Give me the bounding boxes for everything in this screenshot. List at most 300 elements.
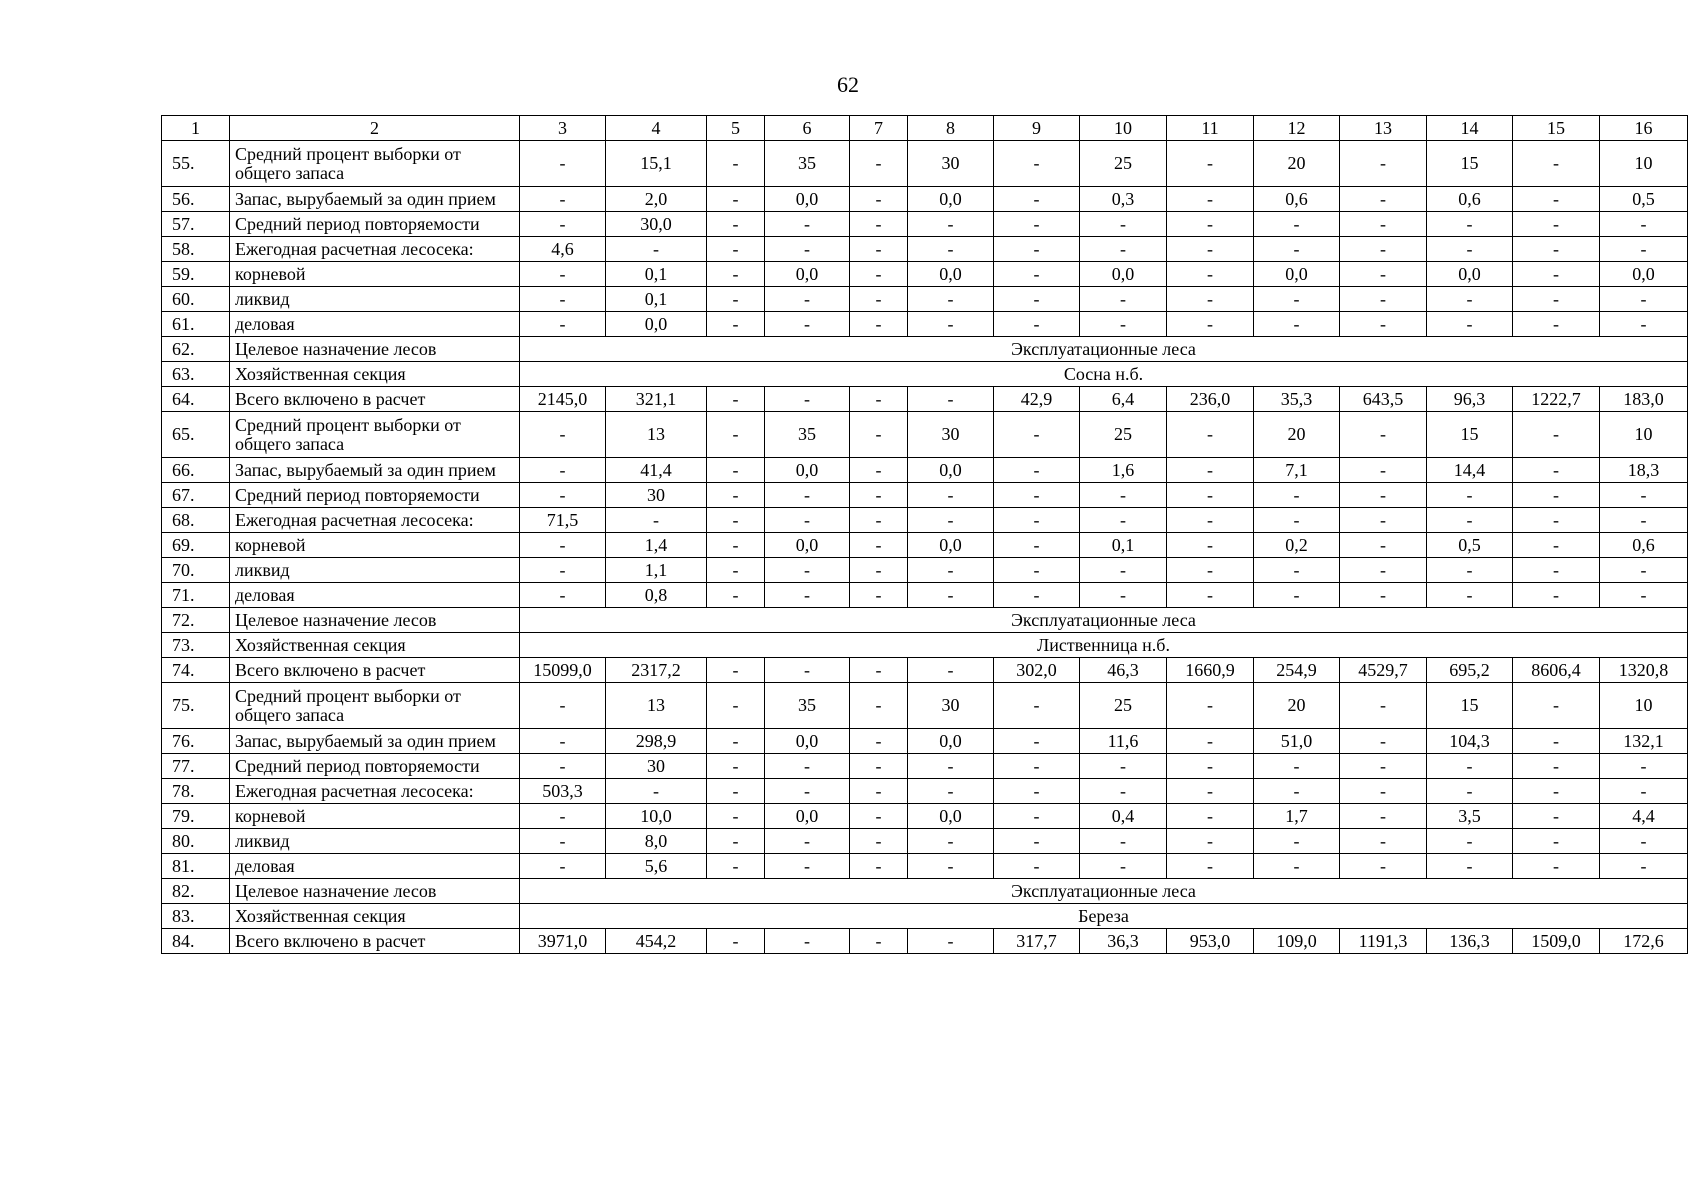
- value-cell: -: [908, 929, 994, 954]
- column-number-cell: 9: [994, 116, 1080, 141]
- value-cell: -: [908, 387, 994, 412]
- value-cell: -: [850, 287, 908, 312]
- value-cell: -: [1513, 804, 1600, 829]
- value-cell: 10: [1600, 141, 1688, 187]
- column-number-cell: 13: [1340, 116, 1427, 141]
- table-row: [162, 237, 1688, 262]
- value-cell: -: [707, 187, 765, 212]
- value-cell: -: [707, 237, 765, 262]
- value-cell: -: [765, 779, 850, 804]
- value-cell: -: [1513, 262, 1600, 287]
- value-cell: -: [520, 312, 606, 337]
- value-cell: -: [1427, 508, 1513, 533]
- row-label-cell: Всего включено в расчет: [230, 387, 520, 412]
- value-cell: -: [994, 583, 1080, 608]
- value-cell: 3,5: [1427, 804, 1513, 829]
- value-cell: -: [994, 558, 1080, 583]
- value-cell: 0,0: [908, 262, 994, 287]
- value-cell: 7,1: [1254, 458, 1340, 483]
- value-cell: -: [520, 854, 606, 879]
- value-cell: -: [850, 658, 908, 683]
- column-number-cell: 5: [707, 116, 765, 141]
- value-cell: 4529,7: [1340, 658, 1427, 683]
- table-body: [162, 116, 1688, 954]
- column-number-cell: 10: [1080, 116, 1167, 141]
- column-number-cell: 16: [1600, 116, 1688, 141]
- value-cell: 132,1: [1600, 729, 1688, 754]
- value-cell: -: [1513, 312, 1600, 337]
- value-cell: -: [908, 237, 994, 262]
- value-cell: -: [1167, 187, 1254, 212]
- value-cell: -: [1340, 754, 1427, 779]
- value-cell: 236,0: [1167, 387, 1254, 412]
- row-number-cell: 78.: [162, 779, 230, 804]
- value-cell: -: [1340, 237, 1427, 262]
- table-row: [162, 458, 1688, 483]
- value-cell: 953,0: [1167, 929, 1254, 954]
- value-cell: 0,0: [1254, 262, 1340, 287]
- value-cell: -: [1427, 212, 1513, 237]
- value-cell: -: [1340, 287, 1427, 312]
- value-cell: -: [1427, 779, 1513, 804]
- table-row: [162, 754, 1688, 779]
- value-cell: 35: [765, 412, 850, 458]
- value-cell: -: [1427, 754, 1513, 779]
- row-label-cell: Средний процент выборки от общего запаса: [230, 683, 520, 729]
- value-cell: -: [1427, 237, 1513, 262]
- page-number: 62: [837, 72, 859, 97]
- column-number-cell: 7: [850, 116, 908, 141]
- value-cell: -: [1513, 483, 1600, 508]
- value-cell: -: [765, 583, 850, 608]
- value-cell: -: [1254, 583, 1340, 608]
- value-cell: -: [1600, 854, 1688, 879]
- value-cell: 0,1: [606, 287, 707, 312]
- value-cell: -: [707, 387, 765, 412]
- value-cell: 104,3: [1427, 729, 1513, 754]
- value-cell: -: [850, 533, 908, 558]
- value-cell: -: [1600, 312, 1688, 337]
- value-cell: 0,1: [606, 262, 707, 287]
- value-cell: -: [1254, 854, 1340, 879]
- row-label-cell: Целевое назначение лесов: [230, 608, 520, 633]
- value-cell: -: [765, 287, 850, 312]
- row-number-cell: 67.: [162, 483, 230, 508]
- value-cell: -: [1427, 583, 1513, 608]
- value-cell: -: [1427, 829, 1513, 854]
- value-cell: -: [707, 779, 765, 804]
- value-cell: -: [1340, 558, 1427, 583]
- value-cell: 1,1: [606, 558, 707, 583]
- value-cell: -: [1513, 558, 1600, 583]
- merged-value-cell: Сосна н.б.: [520, 362, 1688, 387]
- value-cell: -: [1080, 508, 1167, 533]
- value-cell: -: [1167, 483, 1254, 508]
- row-label-cell: Целевое назначение лесов: [230, 337, 520, 362]
- value-cell: 42,9: [994, 387, 1080, 412]
- value-cell: 302,0: [994, 658, 1080, 683]
- merged-value-cell: Береза: [520, 904, 1688, 929]
- value-cell: -: [1340, 187, 1427, 212]
- value-cell: -: [1427, 558, 1513, 583]
- table-row: [162, 212, 1688, 237]
- table-row: [162, 829, 1688, 854]
- row-number-cell: 61.: [162, 312, 230, 337]
- value-cell: -: [994, 312, 1080, 337]
- value-cell: -: [1600, 287, 1688, 312]
- value-cell: -: [520, 583, 606, 608]
- row-number-cell: 60.: [162, 287, 230, 312]
- value-cell: -: [994, 804, 1080, 829]
- value-cell: 183,0: [1600, 387, 1688, 412]
- value-cell: -: [908, 829, 994, 854]
- table-row: [162, 929, 1688, 954]
- value-cell: -: [1513, 458, 1600, 483]
- value-cell: -: [1340, 829, 1427, 854]
- value-cell: -: [850, 508, 908, 533]
- value-cell: -: [994, 508, 1080, 533]
- value-cell: 15: [1427, 141, 1513, 187]
- value-cell: -: [707, 262, 765, 287]
- value-cell: 0,6: [1254, 187, 1340, 212]
- value-cell: -: [1513, 287, 1600, 312]
- value-cell: 11,6: [1080, 729, 1167, 754]
- value-cell: -: [850, 929, 908, 954]
- value-cell: -: [1167, 558, 1254, 583]
- value-cell: -: [707, 287, 765, 312]
- value-cell: -: [850, 729, 908, 754]
- row-number-cell: 73.: [162, 633, 230, 658]
- value-cell: -: [1167, 533, 1254, 558]
- table-row: [162, 312, 1688, 337]
- value-cell: -: [765, 237, 850, 262]
- value-cell: -: [1080, 583, 1167, 608]
- value-cell: -: [850, 458, 908, 483]
- value-cell: -: [994, 533, 1080, 558]
- row-label-cell: Средний процент выборки от общего запаса: [230, 141, 520, 187]
- row-label-cell: деловая: [230, 312, 520, 337]
- column-number-cell: 12: [1254, 116, 1340, 141]
- row-label-cell: Средний период повторяемости: [230, 212, 520, 237]
- merged-value-cell: Эксплуатационные леса: [520, 879, 1688, 904]
- value-cell: -: [994, 483, 1080, 508]
- row-label-cell: корневой: [230, 262, 520, 287]
- value-cell: -: [908, 658, 994, 683]
- row-label-cell: Запас, вырубаемый за один прием: [230, 729, 520, 754]
- value-cell: -: [707, 829, 765, 854]
- value-cell: 0,5: [1427, 533, 1513, 558]
- value-cell: 0,3: [1080, 187, 1167, 212]
- value-cell: -: [707, 658, 765, 683]
- value-cell: 0,0: [1600, 262, 1688, 287]
- table-row: [162, 583, 1688, 608]
- value-cell: -: [994, 754, 1080, 779]
- value-cell: -: [1167, 583, 1254, 608]
- value-cell: 51,0: [1254, 729, 1340, 754]
- row-number-cell: 71.: [162, 583, 230, 608]
- value-cell: 13: [606, 412, 707, 458]
- merged-value-cell: Эксплуатационные леса: [520, 337, 1688, 362]
- value-cell: 15: [1427, 412, 1513, 458]
- value-cell: -: [765, 829, 850, 854]
- value-cell: -: [994, 854, 1080, 879]
- value-cell: 298,9: [606, 729, 707, 754]
- value-cell: -: [1167, 754, 1254, 779]
- table-row: [162, 262, 1688, 287]
- value-cell: -: [1254, 779, 1340, 804]
- table-row: [162, 608, 1688, 633]
- value-cell: -: [908, 483, 994, 508]
- row-number-cell: 66.: [162, 458, 230, 483]
- value-cell: -: [850, 583, 908, 608]
- value-cell: 0,0: [908, 458, 994, 483]
- value-cell: -: [707, 141, 765, 187]
- value-cell: 0,0: [1427, 262, 1513, 287]
- value-cell: -: [1340, 683, 1427, 729]
- value-cell: -: [1167, 287, 1254, 312]
- value-cell: -: [908, 854, 994, 879]
- value-cell: -: [1080, 854, 1167, 879]
- row-number-cell: 68.: [162, 508, 230, 533]
- value-cell: -: [1167, 779, 1254, 804]
- value-cell: -: [520, 262, 606, 287]
- value-cell: -: [520, 141, 606, 187]
- value-cell: -: [1513, 212, 1600, 237]
- value-cell: 30: [908, 683, 994, 729]
- value-cell: -: [1167, 683, 1254, 729]
- value-cell: 35: [765, 141, 850, 187]
- row-label-cell: корневой: [230, 533, 520, 558]
- value-cell: -: [520, 804, 606, 829]
- value-cell: 0,8: [606, 583, 707, 608]
- value-cell: -: [994, 458, 1080, 483]
- value-cell: -: [908, 212, 994, 237]
- row-number-cell: 59.: [162, 262, 230, 287]
- value-cell: -: [765, 854, 850, 879]
- value-cell: -: [1513, 583, 1600, 608]
- value-cell: 2,0: [606, 187, 707, 212]
- row-number-cell: 64.: [162, 387, 230, 412]
- value-cell: -: [520, 458, 606, 483]
- value-cell: 0,0: [765, 458, 850, 483]
- value-cell: -: [765, 754, 850, 779]
- value-cell: -: [994, 262, 1080, 287]
- value-cell: 8606,4: [1513, 658, 1600, 683]
- table-row: [162, 683, 1688, 729]
- row-number-cell: 55.: [162, 141, 230, 187]
- row-number-cell: 65.: [162, 412, 230, 458]
- row-label-cell: Средний период повторяемости: [230, 754, 520, 779]
- value-cell: -: [908, 508, 994, 533]
- value-cell: -: [606, 779, 707, 804]
- table-row: [162, 779, 1688, 804]
- row-label-cell: деловая: [230, 854, 520, 879]
- value-cell: -: [850, 829, 908, 854]
- value-cell: -: [707, 533, 765, 558]
- value-cell: 0,0: [765, 533, 850, 558]
- table-row: [162, 287, 1688, 312]
- row-label-cell: Всего включено в расчет: [230, 658, 520, 683]
- row-number-cell: 80.: [162, 829, 230, 854]
- row-label-cell: ликвид: [230, 829, 520, 854]
- value-cell: 1222,7: [1513, 387, 1600, 412]
- value-cell: 18,3: [1600, 458, 1688, 483]
- value-cell: 503,3: [520, 779, 606, 804]
- value-cell: -: [707, 558, 765, 583]
- table-row: [162, 387, 1688, 412]
- value-cell: -: [1513, 683, 1600, 729]
- value-cell: -: [1513, 412, 1600, 458]
- value-cell: 20: [1254, 412, 1340, 458]
- value-cell: 1320,8: [1600, 658, 1688, 683]
- value-cell: -: [1340, 779, 1427, 804]
- value-cell: -: [994, 212, 1080, 237]
- value-cell: -: [1513, 829, 1600, 854]
- value-cell: -: [1427, 312, 1513, 337]
- row-label-cell: Ежегодная расчетная лесосека:: [230, 779, 520, 804]
- value-cell: -: [606, 508, 707, 533]
- value-cell: -: [765, 212, 850, 237]
- value-cell: -: [707, 412, 765, 458]
- row-label-cell: Запас, вырубаемый за один прием: [230, 187, 520, 212]
- column-number-cell: 15: [1513, 116, 1600, 141]
- row-number-cell: 81.: [162, 854, 230, 879]
- value-cell: -: [707, 458, 765, 483]
- value-cell: -: [707, 508, 765, 533]
- value-cell: -: [1513, 854, 1600, 879]
- value-cell: -: [1254, 237, 1340, 262]
- value-cell: -: [1080, 829, 1167, 854]
- table-row: [162, 141, 1688, 187]
- value-cell: 36,3: [1080, 929, 1167, 954]
- value-cell: 30: [908, 141, 994, 187]
- value-cell: -: [1513, 141, 1600, 187]
- value-cell: 1509,0: [1513, 929, 1600, 954]
- row-number-cell: 70.: [162, 558, 230, 583]
- value-cell: -: [908, 287, 994, 312]
- value-cell: -: [707, 212, 765, 237]
- value-cell: -: [1167, 262, 1254, 287]
- value-cell: 20: [1254, 141, 1340, 187]
- value-cell: 4,6: [520, 237, 606, 262]
- column-number-cell: 11: [1167, 116, 1254, 141]
- table-row: [162, 187, 1688, 212]
- row-number-cell: 83.: [162, 904, 230, 929]
- value-cell: -: [1167, 458, 1254, 483]
- row-number-cell: 76.: [162, 729, 230, 754]
- value-cell: -: [1600, 212, 1688, 237]
- value-cell: 30,0: [606, 212, 707, 237]
- value-cell: -: [850, 312, 908, 337]
- value-cell: 0,0: [908, 804, 994, 829]
- value-cell: -: [850, 412, 908, 458]
- value-cell: -: [1254, 558, 1340, 583]
- merged-value-cell: Эксплуатационные леса: [520, 608, 1688, 633]
- table-row: [162, 729, 1688, 754]
- value-cell: 0,0: [765, 804, 850, 829]
- value-cell: -: [1080, 483, 1167, 508]
- value-cell: 0,2: [1254, 533, 1340, 558]
- table-row: [162, 508, 1688, 533]
- row-label-cell: ликвид: [230, 287, 520, 312]
- value-cell: 25: [1080, 683, 1167, 729]
- value-cell: -: [850, 262, 908, 287]
- value-cell: 0,1: [1080, 533, 1167, 558]
- value-cell: 13: [606, 683, 707, 729]
- value-cell: -: [1167, 237, 1254, 262]
- value-cell: -: [850, 754, 908, 779]
- column-number-cell: 3: [520, 116, 606, 141]
- value-cell: -: [1340, 262, 1427, 287]
- value-cell: -: [1513, 187, 1600, 212]
- value-cell: 10: [1600, 412, 1688, 458]
- value-cell: -: [994, 829, 1080, 854]
- row-label-cell: Всего включено в расчет: [230, 929, 520, 954]
- value-cell: -: [1600, 483, 1688, 508]
- value-cell: -: [707, 729, 765, 754]
- value-cell: -: [520, 558, 606, 583]
- value-cell: -: [1167, 312, 1254, 337]
- value-cell: -: [994, 779, 1080, 804]
- value-cell: -: [850, 558, 908, 583]
- value-cell: -: [707, 854, 765, 879]
- value-cell: -: [765, 387, 850, 412]
- value-cell: -: [1080, 779, 1167, 804]
- value-cell: 136,3: [1427, 929, 1513, 954]
- value-cell: -: [994, 141, 1080, 187]
- value-cell: -: [765, 483, 850, 508]
- value-cell: 14,4: [1427, 458, 1513, 483]
- value-cell: -: [994, 412, 1080, 458]
- value-cell: 172,6: [1600, 929, 1688, 954]
- value-cell: -: [1340, 458, 1427, 483]
- value-cell: -: [994, 287, 1080, 312]
- table-row: [162, 483, 1688, 508]
- value-cell: -: [707, 683, 765, 729]
- value-cell: 41,4: [606, 458, 707, 483]
- row-label-cell: Ежегодная расчетная лесосека:: [230, 508, 520, 533]
- value-cell: -: [1427, 854, 1513, 879]
- value-cell: -: [1167, 804, 1254, 829]
- value-cell: -: [850, 779, 908, 804]
- table-row: [162, 804, 1688, 829]
- value-cell: 0,0: [606, 312, 707, 337]
- value-cell: -: [1080, 754, 1167, 779]
- value-cell: -: [1167, 412, 1254, 458]
- value-cell: 5,6: [606, 854, 707, 879]
- value-cell: -: [1340, 412, 1427, 458]
- value-cell: 30: [908, 412, 994, 458]
- value-cell: 15099,0: [520, 658, 606, 683]
- value-cell: -: [850, 854, 908, 879]
- value-cell: 321,1: [606, 387, 707, 412]
- column-number-cell: 1: [162, 116, 230, 141]
- value-cell: 15,1: [606, 141, 707, 187]
- value-cell: 2145,0: [520, 387, 606, 412]
- value-cell: -: [1080, 287, 1167, 312]
- value-cell: 0,0: [1080, 262, 1167, 287]
- value-cell: -: [850, 483, 908, 508]
- value-cell: 35: [765, 683, 850, 729]
- value-cell: -: [520, 683, 606, 729]
- value-cell: -: [1340, 212, 1427, 237]
- value-cell: -: [1254, 312, 1340, 337]
- table-row: [162, 558, 1688, 583]
- value-cell: -: [520, 729, 606, 754]
- value-cell: -: [765, 508, 850, 533]
- row-number-cell: 84.: [162, 929, 230, 954]
- value-cell: 1,7: [1254, 804, 1340, 829]
